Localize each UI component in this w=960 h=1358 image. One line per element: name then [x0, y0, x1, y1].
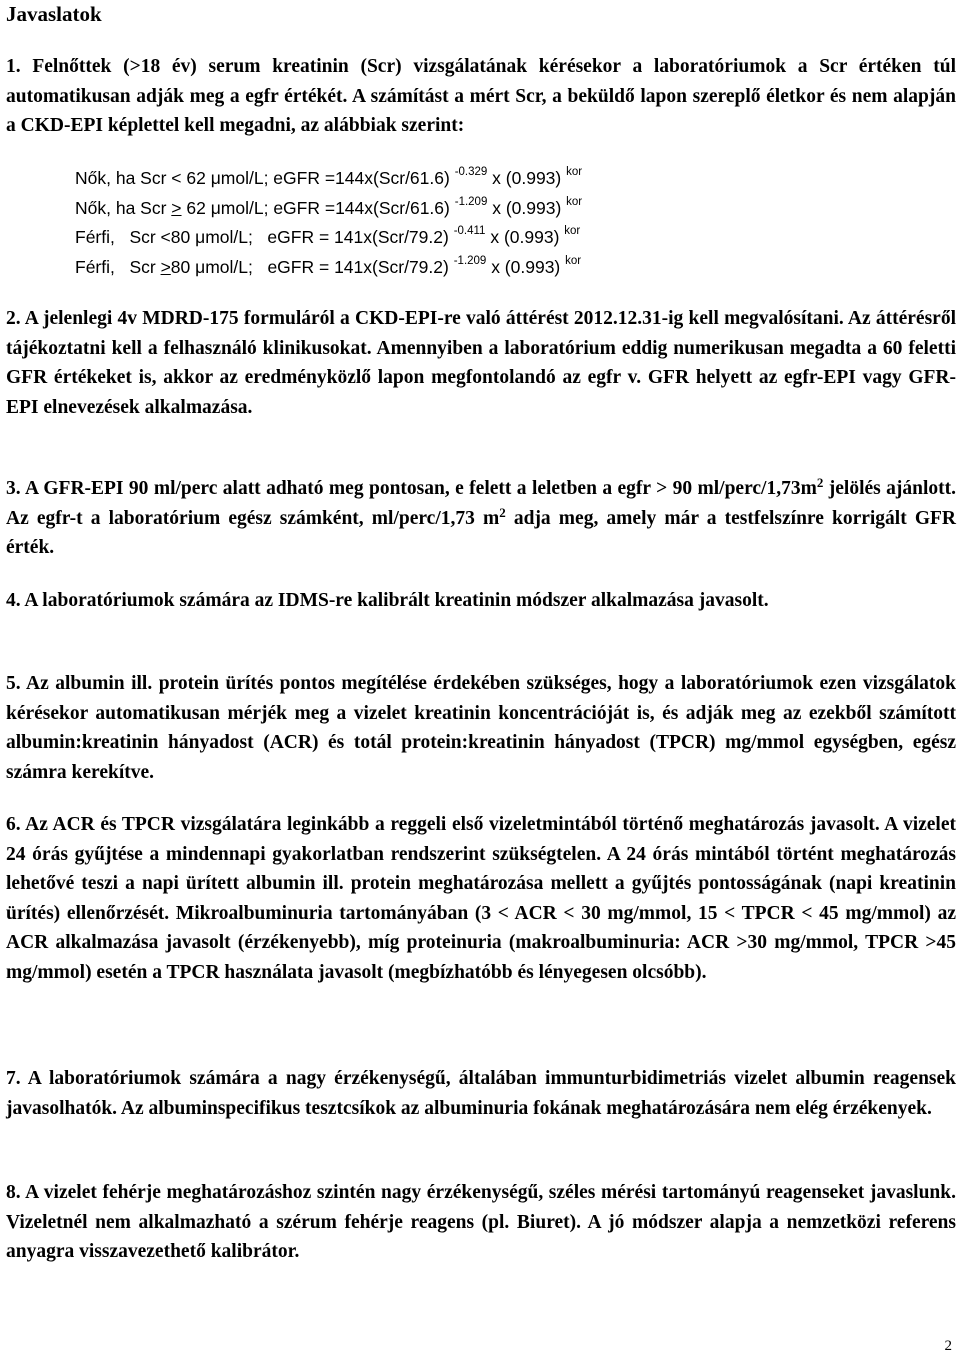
superscript: 2	[816, 475, 824, 490]
recommendation-2: 2. A jelenlegi 4v MDRD-175 formuláról a CKD-EPI-re való áttérést 2012.12.31-ig kell megvalósítani. Az áttérésről tájékoztatni kell a felhasználó klinikusokat. Amennyiben a laboratórium eddig numerikusan megadta a 60 feletti GFR értékeket is, akkor az eredményközlő lapon megfontolandó az egfr v. GFR helyett az egfr-EPI vagy GFR-EPI elnevezések alkalmazása.	[6, 308, 956, 418]
formula-exponent: -0.329	[454, 166, 488, 178]
page-number: 2	[944, 1338, 952, 1354]
paragraph-text: jelölés ajánlott. Az egfr-t a laboratórium egész számként, ml/perc/1,73 m	[6, 478, 956, 529]
recommendation-7: 7. A laboratóriumok számára a nagy érzékenységű, általában immunturbidimetriás vizelet albumin reagensek javasolhatók. Az albuminspecifikus tesztcsíkok az albuminuria fokának meghatározására nem elég érzékenyek.	[6, 1068, 956, 1119]
formula-men-high	[75, 253, 582, 283]
formula-text: x (0.993)	[486, 256, 561, 277]
paragraph-text: 3. A GFR-EPI 90 ml/perc alatt adható meg pontosan, e felett a leletben a egfr > 90 ml/perc/1,73m	[6, 478, 817, 499]
formula-exponent: kor	[564, 225, 581, 238]
formula-text: 62 μmol/L; eGFR =144x(Scr/61.6)	[181, 197, 450, 218]
recommendation-3	[6, 474, 956, 563]
formula-men-low	[75, 223, 582, 253]
recommendation-1: 1. Felnőttek (>18 év) serum kreatinin (Scr) vizsgálatának kérésekor a laboratóriumok a Scr értéken túl automatikusan adják meg a egfr értékét. A számítást a mért Scr, a beküldő lapon szereplő életkor és nem alapján a CKD-EPI képlettel kell megadni, az alábbiak szerint:	[6, 56, 956, 137]
formula-exponent: kor	[566, 195, 583, 208]
formula-operator: >	[160, 256, 171, 277]
recommendation-4: 4. A laboratóriumok számára az IDMS-re kalibrált kreatinin módszer alkalmazása javasolt.	[6, 590, 769, 611]
paragraph-text: adja meg, amely már a testfelszínre korrigált GFR érték.	[6, 507, 956, 559]
formula-text: x (0.993)	[487, 197, 562, 218]
formula-women-high	[75, 194, 582, 224]
formula-exponent: -1.209	[453, 254, 487, 267]
formula-exponent: -1.209	[454, 195, 488, 208]
formula-women-low	[75, 164, 582, 194]
recommendation-6: 6. Az ACR és TPCR vizsgálatára leginkább a reggeli első vizeletmintából történő meghatározás javasolt. A vizelet 24 órás gyűjtése a mindennapi gyakorlatban rendszerint szükségtelen. A 24 órás mintából történt meghatározás lehetővé teszi a napi ürített albumin ill. protein meghatározása mellett a gyűjtés pontosságának (napi kreatinin ürítés) ellenőrzését. Mikroalbuminuria tartományában (3 < ACR < 30 mg/mmol, 15 < TPCR < 45 mg/mmol) az ACR alkalmazása javasolt (érzékenyebb), míg proteinuria (makroalbuminuria: ACR >30 mg/mmol, TPCR >45 mg/mmol) esetén a TPCR használata javasolt (megbízhatóbb és lényegesen olcsóbb).	[6, 814, 956, 983]
formula-text: Férfi, Scr	[75, 256, 161, 277]
formula-exponent: -0.411	[453, 225, 486, 238]
formula-exponent: kor	[565, 254, 582, 267]
recommendation-5: 5. Az albumin ill. protein ürítés pontos megítélése érdekében szükséges, hogy a laboratóriumok ezen vizsgálatok kérésekor automatikusan mérjék meg a vizelet kreatinin koncentrációját is, és adják meg az ezekből számított albumin:kreatinin hányadost (ACR) és totál protein:kreatinin hányadost (TPCR) mg/mmol egységben, egész számra kerekítve.	[6, 673, 956, 783]
formula-text: Nők, ha Scr	[75, 197, 172, 218]
superscript: 2	[499, 504, 506, 520]
formula-text: x (0.993)	[487, 168, 562, 188]
formula-text: 80 μmol/L; eGFR = 141x(Scr/79.2)	[170, 256, 449, 277]
formula-operator: >	[171, 197, 182, 218]
formula-text: Férfi, Scr <80 μmol/L; eGFR = 141x(Scr/79.2)	[75, 227, 449, 248]
page-title: Javaslatok	[6, 2, 102, 26]
formula-exponent: kor	[566, 166, 583, 178]
recommendation-8: 8. A vizelet fehérje meghatározáshoz szintén nagy érzékenységű, széles mérési tartományú reagenseket javaslunk. Vizeletnél nem alkalmazható a szérum fehérje reagens (pl. Biuret). A jó módszer alapja a nemzetközi referens anyagra visszavezethető kalibrátor.	[6, 1182, 956, 1263]
ckd-epi-formulas	[75, 164, 582, 282]
formula-text: x (0.993)	[485, 227, 560, 248]
formula-text: Nők, ha Scr < 62 μmol/L; eGFR =144x(Scr/61.6)	[75, 168, 450, 188]
